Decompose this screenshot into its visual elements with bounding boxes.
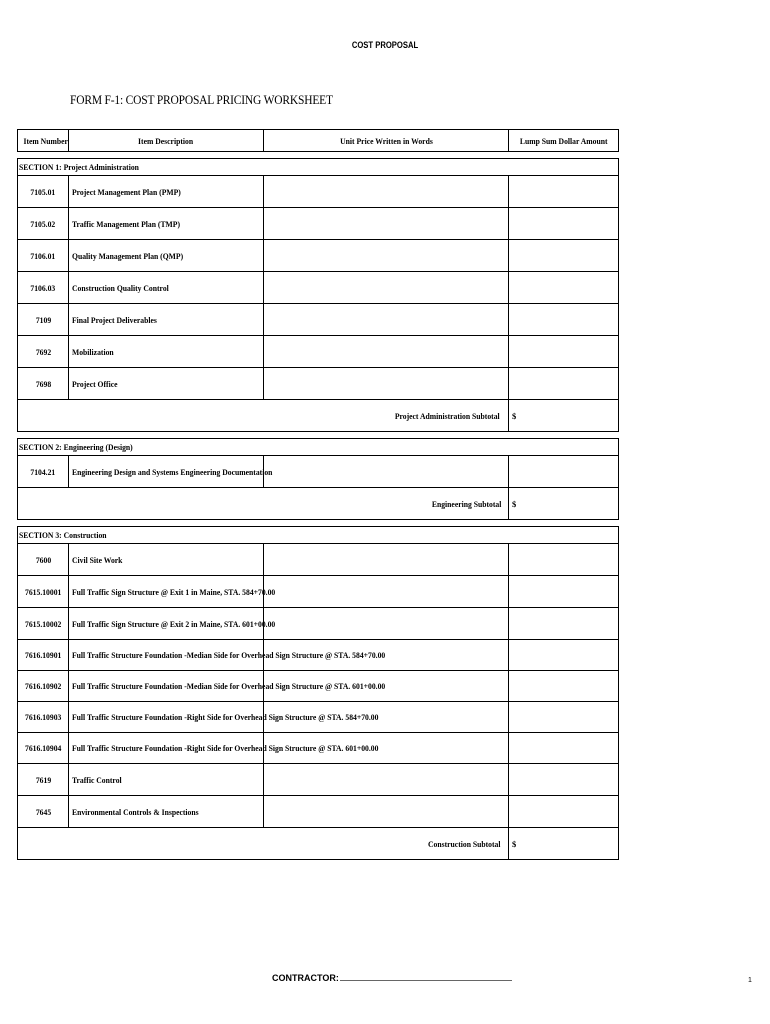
section-gap-row <box>18 432 619 439</box>
item-description-cell: Construction Quality Control <box>69 272 264 304</box>
lump-sum-amount-input[interactable] <box>509 576 619 608</box>
item-number-cell: 7109 <box>18 304 69 336</box>
item-description-cell: Environmental Controls & Inspections <box>69 796 264 828</box>
section-title: SECTION 3: Construction <box>18 527 619 544</box>
table-row <box>18 544 619 576</box>
currency-symbol: $ <box>512 498 517 509</box>
worksheet-body <box>18 152 619 860</box>
item-description-cell: Full Traffic Sign Structure @ Exit 2 in Maine, STA. 601+00.00 <box>69 608 264 640</box>
item-description-cell: Full Traffic Structure Foundation -Median Side for Overhead Sign Structure @ STA. 584+70.00 <box>69 640 264 671</box>
lump-sum-amount-input[interactable] <box>509 240 619 272</box>
table-row <box>18 640 619 671</box>
item-description-cell: Full Traffic Structure Foundation -Right Side for Overhead Sign Structure @ STA. 601+00.00 <box>69 733 264 764</box>
section-title-row <box>18 527 619 544</box>
section-gap-cell <box>18 432 619 439</box>
subtotal-amount-input[interactable] <box>509 828 619 860</box>
table-row <box>18 796 619 828</box>
unit-price-words-input[interactable] <box>264 240 509 272</box>
lump-sum-amount-input[interactable] <box>509 608 619 640</box>
section-title: SECTION 2: Engineering (Design) <box>18 439 619 456</box>
lump-sum-amount-input[interactable] <box>509 272 619 304</box>
subtotal-row <box>18 828 619 860</box>
lump-sum-amount-input[interactable] <box>509 336 619 368</box>
item-description-cell: Full Traffic Structure Foundation -Right Side for Overhead Sign Structure @ STA. 584+70.00 <box>69 702 264 733</box>
unit-price-words-input[interactable] <box>264 304 509 336</box>
lump-sum-amount-input[interactable] <box>509 176 619 208</box>
section-gap-row <box>18 520 619 527</box>
lump-sum-amount-input[interactable] <box>509 304 619 336</box>
item-number-cell: 7645 <box>18 796 69 828</box>
item-description-cell: Engineering Design and Systems Engineering Documentation <box>69 456 264 488</box>
lump-sum-amount-input[interactable] <box>509 733 619 764</box>
section-gap-cell <box>18 520 619 527</box>
item-number-cell: 7600 <box>18 544 69 576</box>
section-title-row <box>18 159 619 176</box>
item-number-cell: 7615.10001 <box>18 576 69 608</box>
form-title: FORM F-1: COST PROPOSAL PRICING WORKSHEET <box>70 93 333 107</box>
table-row <box>18 764 619 796</box>
item-description-cell: Final Project Deliverables <box>69 304 264 336</box>
table-row <box>18 576 619 608</box>
table-row <box>18 456 619 488</box>
table-row <box>18 671 619 702</box>
item-number-cell: 7616.10901 <box>18 640 69 671</box>
table-row <box>18 608 619 640</box>
item-description-cell: Quality Management Plan (QMP) <box>69 240 264 272</box>
unit-price-words-input[interactable] <box>264 576 509 608</box>
unit-price-words-input[interactable] <box>264 608 509 640</box>
unit-price-words-input[interactable] <box>264 208 509 240</box>
unit-price-words-input[interactable] <box>264 456 509 488</box>
item-description-cell: Project Office <box>69 368 264 400</box>
column-header-item-description: Item Description <box>69 130 264 152</box>
table-row <box>18 240 619 272</box>
subtotal-label: Project Administration Subtotal <box>18 400 509 432</box>
column-header-lump-sum: Lump Sum Dollar Amount <box>509 130 619 152</box>
section-gap-cell <box>18 152 619 159</box>
lump-sum-amount-input[interactable] <box>509 702 619 733</box>
unit-price-words-input[interactable] <box>264 796 509 828</box>
unit-price-words-input[interactable] <box>264 368 509 400</box>
item-number-cell: 7615.10002 <box>18 608 69 640</box>
contractor-input-line[interactable] <box>340 975 512 981</box>
item-description-cell: Full Traffic Structure Foundation -Median Side for Overhead Sign Structure @ STA. 601+00.00 <box>69 671 264 702</box>
lump-sum-amount-input[interactable] <box>509 640 619 671</box>
unit-price-words-input[interactable] <box>264 544 509 576</box>
currency-symbol: $ <box>512 838 517 849</box>
item-number-cell: 7106.01 <box>18 240 69 272</box>
table-row <box>18 368 619 400</box>
column-header-item-number: Item Number <box>18 130 69 152</box>
item-description-cell: Mobilization <box>69 336 264 368</box>
item-description-cell: Traffic Control <box>69 764 264 796</box>
section-title-row <box>18 439 619 456</box>
table-row <box>18 304 619 336</box>
unit-price-words-input[interactable] <box>264 764 509 796</box>
item-number-cell: 7698 <box>18 368 69 400</box>
item-number-cell: 7104.21 <box>18 456 69 488</box>
subtotal-row <box>18 488 619 520</box>
contractor-signature-line <box>272 973 512 983</box>
lump-sum-amount-input[interactable] <box>509 208 619 240</box>
lump-sum-amount-input[interactable] <box>509 796 619 828</box>
item-number-cell: 7692 <box>18 336 69 368</box>
table-row <box>18 176 619 208</box>
contractor-label: CONTRACTOR: <box>272 973 339 983</box>
lump-sum-amount-input[interactable] <box>509 671 619 702</box>
item-description-cell: Civil Site Work <box>69 544 264 576</box>
lump-sum-amount-input[interactable] <box>509 544 619 576</box>
item-number-cell: 7105.01 <box>18 176 69 208</box>
currency-symbol: $ <box>512 410 517 421</box>
subtotal-row <box>18 400 619 432</box>
item-number-cell: 7616.10904 <box>18 733 69 764</box>
table-row <box>18 733 619 764</box>
item-description-cell: Project Management Plan (PMP) <box>69 176 264 208</box>
unit-price-words-input[interactable] <box>264 272 509 304</box>
table-header-row <box>18 130 619 152</box>
unit-price-words-input[interactable] <box>264 336 509 368</box>
column-header-unit-price-words: Unit Price Written in Words <box>264 130 509 152</box>
item-number-cell: 7105.02 <box>18 208 69 240</box>
item-description-cell: Full Traffic Sign Structure @ Exit 1 in Maine, STA. 584+70.00 <box>69 576 264 608</box>
item-number-cell: 7619 <box>18 764 69 796</box>
item-number-cell: 7616.10902 <box>18 671 69 702</box>
table-row <box>18 336 619 368</box>
lump-sum-amount-input[interactable] <box>509 456 619 488</box>
page-number: 1 <box>748 977 752 984</box>
lump-sum-amount-input[interactable] <box>509 368 619 400</box>
subtotal-amount-input[interactable] <box>509 488 619 520</box>
table-row <box>18 272 619 304</box>
table-row <box>18 702 619 733</box>
section-gap-row <box>18 152 619 159</box>
unit-price-words-input[interactable] <box>264 176 509 208</box>
lump-sum-amount-input[interactable] <box>509 764 619 796</box>
subtotal-label: Engineering Subtotal <box>18 488 509 520</box>
subtotal-amount-input[interactable] <box>509 400 619 432</box>
item-number-cell: 7106.03 <box>18 272 69 304</box>
item-description-cell: Traffic Management Plan (TMP) <box>69 208 264 240</box>
item-number-cell: 7616.10903 <box>18 702 69 733</box>
subtotal-label: Construction Subtotal <box>18 828 509 860</box>
section-title: SECTION 1: Project Administration <box>18 159 619 176</box>
pricing-worksheet-table <box>17 129 619 860</box>
table-row <box>18 208 619 240</box>
page-header-title: COST PROPOSAL <box>351 40 419 50</box>
